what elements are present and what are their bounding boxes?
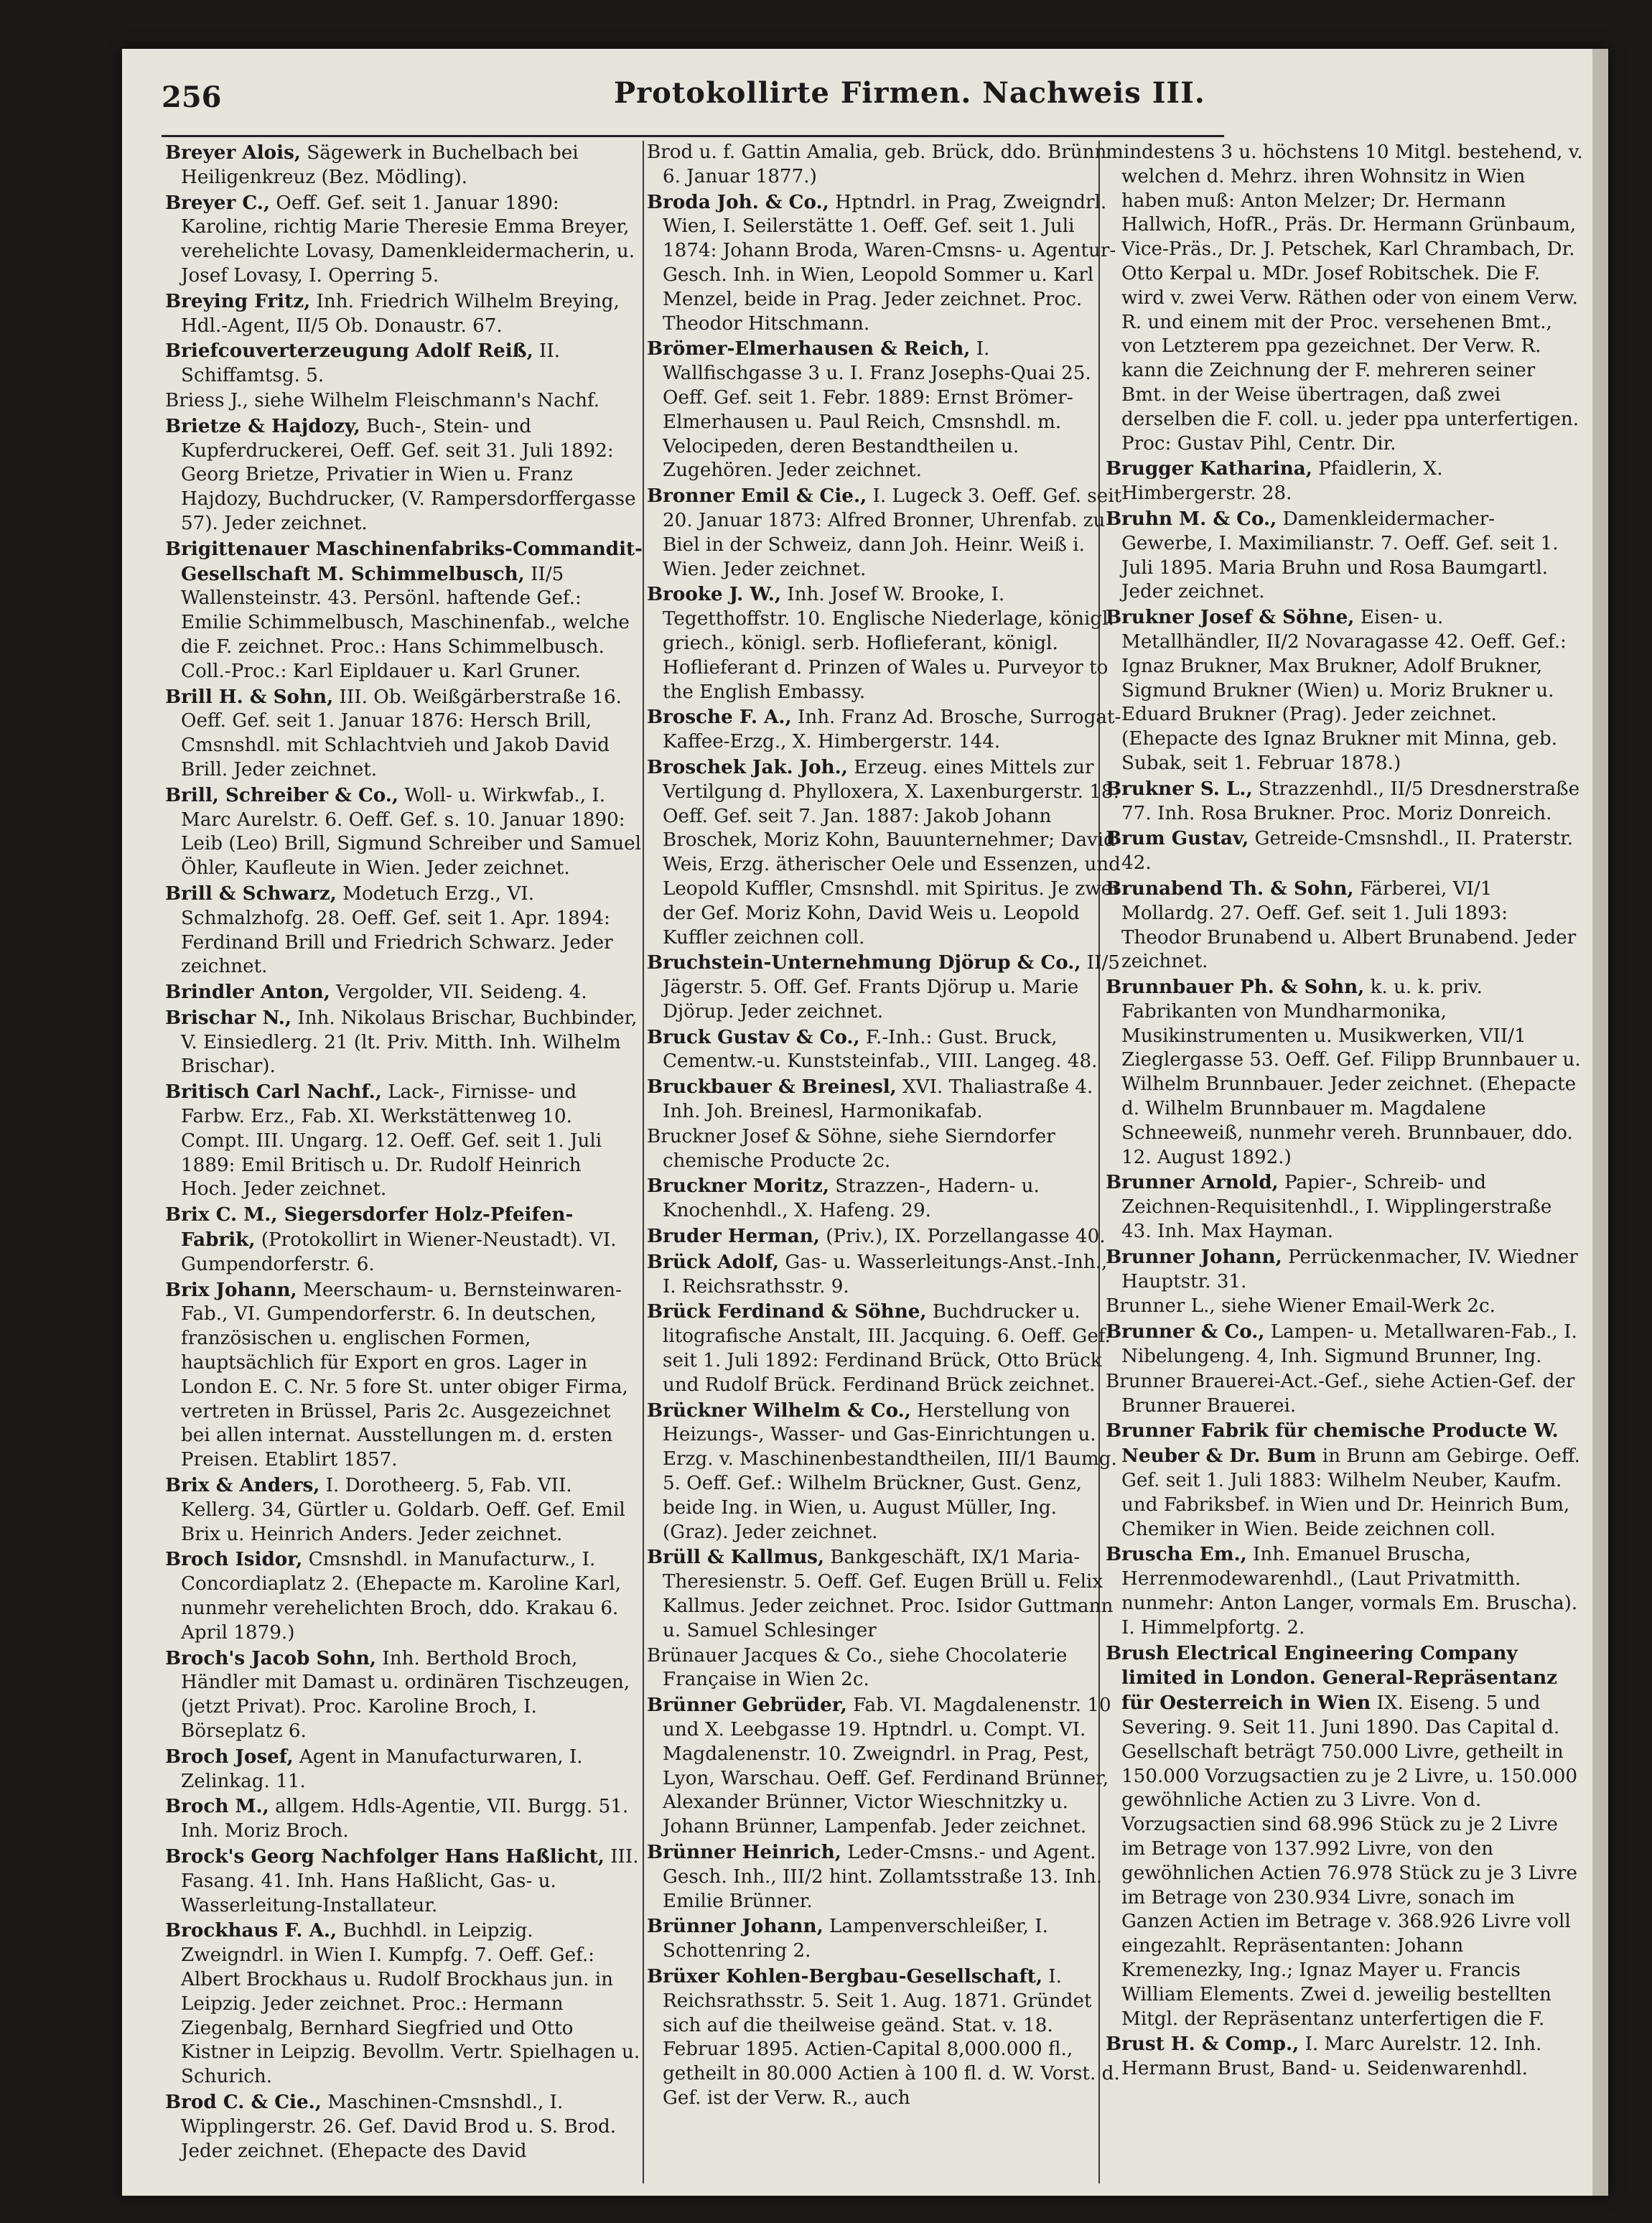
- firm-name: Brukner S. L.,: [1106, 777, 1253, 800]
- page-number: 256: [162, 80, 222, 114]
- directory-entry: [1106, 826, 1583, 876]
- firm-details: mindestens 3 u. höchstens 10 Mitgl. bestehend, v. welchen d. Mehrz. ihren Wohnsitz in Wien haben muß: Anton Melzer; Dr. Hermann Hallwich, HofR., Präs. Dr. Hermann Grünbaum, Vice-Präs., Dr. J. Petschek, Karl Chrambach, Dr. Otto Kerpal u. MDr. Josef Robitschek. Die F. wird v. zwei Verw. Räthen oder von einem Verw. R. und einem mit der Proc. versehenen Bmt., von Letzterem ppa gezeichnet. Der Verw. R. kann die Zeichnung der F. mehreren seiner Bmt. in der Weise übertragen, daß zwei derselben die F. coll. u. jeder ppa unterfertigen. Proc: Gustav Pihl, Centr. Dir.: [1106, 141, 1583, 455]
- firm-details: II/5 Jägerstr. 5. Off. Gef. Frants Djörup u. Marie Djörup. Jeder zeichnet.: [663, 952, 1120, 1022]
- firm-details: Vergolder, VII. Seideng. 4.: [336, 982, 587, 1004]
- firm-details: Buchhdl. in Leipzig. Zweigndrl. in Wien I. Kumpfg. 7. Oeff. Gef.: Albert Brockhaus u. Rudolf Brockhaus jun. in Leipzig. Jeder zeichnet. Proc.: Hermann Ziegenbalg, Bernhard Siegfried und Otto Kistner in Leipzig. Bevollm. Vertr. Spielhagen u. Schurich.: [181, 1920, 640, 2088]
- directory-entry: [165, 339, 643, 388]
- firm-details: Färberei, VI/1 Mollardg. 27. Oeff. Gef. seit 1. Juli 1893: Theodor Brunabend u. Albert Brunabend. Jeder zeichnet.: [1121, 877, 1577, 973]
- directory-entry: [165, 1203, 643, 1277]
- directory-entry: [1106, 1641, 1583, 2032]
- firm-name: Brust H. & Comp.,: [1106, 2033, 1299, 2056]
- firm-name: Brück Adolf,: [647, 1250, 780, 1273]
- directory-entry: [165, 1845, 643, 1918]
- firm-name: Bruck Gustav & Co.,: [647, 1025, 860, 1048]
- firm-name: Brush Electrical Engineering Company limited in London. General-Repräsentanz für Oesterreich in Wien: [1106, 1641, 1558, 1715]
- running-title: Protokollirte Firmen. Nachweis III.: [614, 76, 1205, 110]
- firm-details: III. Ob. Weißgärberstraße 16. Oeff. Gef. seit 1. Januar 1876: Hersch Brill, Cmsnshdl. mit Schlachtvieh und Jakob David Brill. Jeder zeichnet.: [181, 686, 622, 780]
- firm-details: I. Marc Aurelstr. 12. Inh. Hermann Brust, Band- u. Seidenwarenhdl.: [1121, 2033, 1542, 2080]
- firm-name: Brum Gustav,: [1106, 827, 1249, 850]
- firm-name: Brüxer Kohlen-Bergbau-Gesellschaft,: [647, 1965, 1042, 1987]
- directory-entry: [165, 289, 643, 339]
- directory-entry: [165, 191, 643, 289]
- firm-details: IX. Eiseng. 5 und Severing. 9. Seit 11. Juni 1890. Das Capital d. Gesellschaft beträgt 750.000 Livre, getheilt in 150.000 Vorzugsactien zu je 2 Livre, u. 150.000 gewöhnliche Actien zu 3 Livre. Von d. Vorzugsactien sind 68.996 Stück zu je 2 Livre im Betrage von 137.992 Livre, von den gewöhnlichen Actien 76.978 Stück zu je 3 Livre im Betrage von 230.934 Livre, sonach im Ganzen Actien im Betrage v. 368.926 Livre voll eingezahlt. Repräsentanten: Johann Kremenezky, Ing.; Ignaz Mayer u. Francis William Elements. Zwei d. jeweilig bestellten Mitgl. der Repräsentanz unterfertigen die F.: [1121, 1692, 1578, 2030]
- firm-details: I. Wallfischgasse 3 u. I. Franz Josephs-Quai 25. Oeff. Gef. seit 1. Febr. 1889: Ernst Brömer-Elmerhausen u. Paul Reich, Cmsnshdl. m. Velocipeden, deren Bestandtheilen u. Zugehören. Jeder zeichnet.: [663, 338, 1091, 482]
- scanned-page: [122, 49, 1608, 2196]
- firm-details: I. Reichsrathsstr. 5. Seit 1. Aug. 1871. Gründet sich auf die theilweise geänd. Stat. v. 18. Februar 1895. Actien-Capital 8,000.000 fl., getheilt in 80.000 Actien à 100 fl. d. W. Vorst. d. Gef. ist der Verw. R., auch: [663, 1965, 1120, 2109]
- directory-entry: [165, 685, 643, 783]
- firm-details: Bruckner Josef & Söhne, siehe Sierndorfer chemische Producte 2c.: [647, 1125, 1055, 1172]
- firm-name: Brill, Schreiber & Co.,: [165, 783, 399, 806]
- directory-entry: [1106, 1295, 1583, 1319]
- firm-name: Brünner Heinrich,: [647, 1840, 841, 1863]
- firm-details: Papier-, Schreib- und Zeichnen-Requisitenhdl., I. Wipplingerstraße 43. Inh. Max Hayman.: [1121, 1172, 1552, 1243]
- firm-name: Brünner Johann,: [647, 1915, 823, 1938]
- firm-name: Broschek Jak. Joh.,: [647, 755, 848, 778]
- firm-details: Pfaidlerin, X. Himbergerstr. 28.: [1121, 458, 1443, 505]
- firm-details: Inh. Berthold Broch, Händler mit Damast u. ordinären Tischzeugen, (jetzt Privat). Proc. Karoline Broch, I. Börseplatz 6.: [181, 1647, 630, 1742]
- firm-name: Bruhn M. & Co.,: [1106, 507, 1277, 530]
- directory-entry: [647, 951, 1124, 1024]
- directory-entry: [165, 1547, 643, 1645]
- firm-details: (Priv.), IX. Porzellangasse 40.: [826, 1226, 1106, 1248]
- firm-name: Brunner & Co.,: [1106, 1320, 1265, 1343]
- directory-entry: [1106, 2032, 1583, 2082]
- directory-entry: [165, 1919, 643, 2089]
- firm-details: Fab. VI. Magdalenenstr. 10 und X. Leebgasse 19. Hptndrl. u. Compt. VI. Magdalenenstr. 10. Zweigndrl. in Prag, Pest, Lyon, Warschau. Oeff. Gef. Ferdinand Brünner, Alexander Brünner, Victor Wieschnitzky u. Johann Brünner, Lampenfab. Jeder zeichnet.: [663, 1695, 1111, 1838]
- firm-name: Brünner Gebrüder,: [647, 1694, 847, 1717]
- firm-details: Lampenverschleißer, I. Schottenring 2.: [663, 1916, 1048, 1962]
- firm-name: Broch's Jacob Sohn,: [165, 1646, 377, 1669]
- firm-name: Brunner Fabrik für chemische Producte W. Neuber & Dr. Bum: [1106, 1420, 1559, 1468]
- firm-details: Brunner Brauerei-Act.-Gef., siehe Actien-Gef. der Brunner Brauerei.: [1106, 1370, 1575, 1417]
- directory-entry: [165, 980, 643, 1005]
- firm-name: Brockhaus F. A.,: [165, 1919, 337, 1942]
- firm-name: Bronner Emil & Cie.,: [647, 485, 867, 508]
- firm-name: Bruckner Moritz,: [647, 1175, 829, 1198]
- firm-name: Bruscha Em.,: [1106, 1543, 1247, 1566]
- directory-entry: [1106, 1542, 1583, 1640]
- firm-details: Meerschaum- u. Bernsteinwaren-Fab., VI. Gumpendorferstr. 6. In deutschen, französischen u. englischen Formen, hauptsächlich für Export en gros. Lager in London E. C. Nr. 5 fore St. unter obiger Firma, vertreten in Brüssel, Paris 2c. Ausgezeichnet bei allen internat. Ausstellungen m. d. ersten Preisen. Etablirt 1857.: [181, 1279, 628, 1471]
- firm-details: Woll- u. Wirkwfab., I. Marc Aurelstr. 6. Oeff. Gef. s. 10. Januar 1890: Leib (Leo) Brill, Sigmund Schreiber und Samuel Öhler, Kaufleute in Wien. Jeder zeichnet.: [181, 784, 641, 880]
- directory-entry: [647, 1075, 1124, 1124]
- firm-details: Cmsnshdl. in Manufacturw., I. Concordiaplatz 2. (Ehepacte m. Karoline Karl, nunmehr verehelichten Broch, ddo. Krakau 6. April 1879.): [181, 1549, 621, 1644]
- firm-details: allgem. Hdls-Agentie, VII. Burgg. 51. Inh. Moriz Broch.: [181, 1796, 629, 1842]
- firm-details: Inh. Emanuel Bruscha, Herrenmodewarenhdl., (Laut Privatmitth. nunmehr: Anton Langer, vormals Em. Bruscha). I. Himmelpfortg. 2.: [1121, 1544, 1578, 1639]
- firm-name: Brigittenauer Maschinenfabriks-Commandit-Gesellschaft M. Schimmelbusch,: [165, 537, 643, 585]
- directory-entry: [647, 1025, 1124, 1075]
- firm-details: I. Lugeck 3. Oeff. Gef. seit 20. Januar 1873: Alfred Bronner, Uhrenfab. zu Biel in der Schweiz, dann Joh. Heinr. Weiß i. Wien. Jeder zeichnet.: [663, 485, 1122, 580]
- firm-details: k. u. k. priv. Fabrikanten von Mundharmonika, Musikinstrumenten u. Musikwerken, VII/1 Zieglergasse 53. Oeff. Gef. Filipp Brunnbauer u. Wilhelm Brunnbauer. Jeder zeichnet. (Ehepacte d. Wilhelm Brunnbauer m. Magdalene Schneeweiß, nunmehr vereh. Brunnbauer, ddo. 12. August 1892.): [1121, 977, 1581, 1168]
- directory-entry: [165, 1794, 643, 1844]
- firm-details: XVI. Thaliastraße 4. Inh. Joh. Breinesl, Harmonikafab.: [663, 1076, 1093, 1123]
- directory-entry: [647, 484, 1124, 582]
- directory-entry: [1106, 1419, 1583, 1542]
- directory-entry: [165, 1745, 643, 1794]
- column-1: [165, 141, 643, 2187]
- directory-entry: [165, 1080, 643, 1202]
- firm-details: Agent in Manufacturwaren, I. Zelinkag. 11.: [181, 1746, 583, 1792]
- firm-name: Brück Ferdinand & Söhne,: [647, 1300, 927, 1323]
- directory-entry: [647, 705, 1124, 755]
- directory-entry: [1106, 1320, 1583, 1369]
- firm-details: Oeff. Gef. seit 1. Januar 1890: Karoline, richtig Marie Theresie Emma Breyer, verehelichte Lovasy, Damenkleidermacherin, u. Josef Lovasy, I. Operring 5.: [181, 192, 635, 286]
- firm-details: Inh. Nikolaus Brischar, Buchbinder, V. Einsiedlerg. 21 (lt. Priv. Mitth. Inh. Wilhelm Brischar).: [181, 1007, 638, 1078]
- firm-details: I. Dorotheerg. 5, Fab. VII. Kellerg. 34, Gürtler u. Goldarb. Oeff. Gef. Emil Brix u. Heinrich Anders. Jeder zeichnet.: [181, 1475, 625, 1545]
- firm-name: Brix Johann,: [165, 1278, 297, 1301]
- firm-name: Britisch Carl Nachf.,: [165, 1081, 382, 1104]
- directory-entry: [165, 537, 643, 684]
- firm-details: Lampen- u. Metallwaren-Fab., I. Nibelungeng. 4, Inh. Sigmund Brunner, Ing.: [1121, 1321, 1577, 1368]
- firm-name: Brix C. M., Siegersdorfer Holz-Pfeifen-Fabrik,: [165, 1203, 574, 1252]
- directory-entry: [165, 1473, 643, 1547]
- directory-entry: [165, 1646, 643, 1744]
- firm-name: Broda Joh. & Co.,: [647, 190, 829, 213]
- directory-entry: [647, 1840, 1124, 1914]
- firm-details: Leder-Cmsns.- und Agent. Gesch. Inh., III/2 hint. Zollamtsstraße 13. Inh. Emilie Brünner.: [663, 1841, 1103, 1912]
- firm-name: Broch M.,: [165, 1795, 269, 1818]
- directory-entry: [647, 1224, 1124, 1249]
- firm-details: F.-Inh.: Gust. Bruck, Cementw.-u. Kunststeinfab., VIII. Langeg. 48.: [663, 1026, 1098, 1073]
- directory-entry: [647, 141, 1124, 190]
- directory-entry: [1106, 457, 1583, 506]
- column-3: [1106, 141, 1583, 2187]
- firm-details: Inh. Franz Ad. Brosche, Surrogat-Kaffee-Erzg., X. Himbergerstr. 144.: [663, 707, 1121, 753]
- directory-entry: [1106, 777, 1583, 826]
- directory-entry: [647, 1965, 1124, 2111]
- firm-name: Brindler Anton,: [165, 981, 330, 1004]
- firm-details: Maschinen-Cmsnshdl., I. Wipplingerstr. 26. Gef. David Brod u. S. Brod. Jeder zeichnet. (Ehepacte des David: [181, 2091, 617, 2162]
- firm-details: Damenkleidermacher-Gewerbe, I. Maximilianstr. 7. Oeff. Gef. seit 1. Juli 1895. Maria Bruhn und Rosa Baumgartl. Jeder zeichnet.: [1121, 508, 1559, 603]
- header-rule: [162, 135, 1224, 137]
- directory-entry: [647, 1914, 1124, 1964]
- firm-name: Brietze & Hajdozy,: [165, 414, 360, 437]
- firm-name: Brock's Georg Nachfolger Hans Haßlicht,: [165, 1845, 605, 1868]
- firm-details: (Protokollirt in Wiener-Neustadt). VI. Gumpendorferstr. 6.: [181, 1229, 617, 1275]
- firm-name: Brod C. & Cie.,: [165, 2090, 322, 2113]
- firm-details: Modetuch Erzg., VI. Schmalzhofg. 28. Oeff. Gef. seit 1. Apr. 1894: Ferdinand Brill und Friedrich Schwarz. Jeder zeichnet.: [181, 882, 613, 978]
- directory-entry: [647, 337, 1124, 483]
- firm-name: Brill H. & Sohn,: [165, 685, 334, 708]
- directory-entry: [647, 1644, 1124, 1693]
- firm-name: Bruchstein-Unternehmung Djörup & Co.,: [647, 951, 1081, 974]
- firm-details: in Brunn am Gebirge. Oeff. Gef. seit 1. Juli 1883: Wilhelm Neuber, Kaufm. und Fabriksbef. in Wien und Dr. Heinrich Bum, Chemiker in Wien. Beide zeichnen coll.: [1121, 1445, 1580, 1540]
- firm-details: Bankgeschäft, IX/1 Maria-Theresienstr. 5. Oeff. Gef. Eugen Brüll u. Felix Kallmus. Jeder zeichnet. Proc. Isidor Guttmann u. Samuel Schlesinger: [663, 1547, 1114, 1641]
- column-2: [647, 141, 1124, 2187]
- firm-name: Brukner Josef & Söhne,: [1106, 606, 1355, 629]
- firm-details: Buch-, Stein- und Kupferdruckerei, Oeff. Gef. seit 31. Juli 1892: Georg Brietze, Privatier in Wien u. Franz Hajdozy, Buchdrucker, (V. Rampersdorffergasse 57). Jeder zeichnet.: [181, 415, 636, 534]
- directory-entry: [1106, 507, 1583, 605]
- firm-name: Breying Fritz,: [165, 289, 311, 312]
- page-header: [162, 76, 1217, 134]
- firm-name: Bruckbauer & Breinesl,: [647, 1076, 897, 1099]
- firm-name: Brüll & Kallmus,: [647, 1546, 824, 1569]
- firm-details: Strazzen-, Hadern- u. Knochenhdl., X. Hafeng. 29.: [663, 1175, 1040, 1222]
- firm-details: Buchdrucker u. litografische Anstalt, III. Jacquing. 6. Oeff. Gef. seit 1. Juli 1892: Ferdinand Brück, Otto Brück und Rudolf Brück. Ferdinand Brück zeichnet.: [663, 1301, 1111, 1396]
- firm-details: Hptndrl. in Prag, Zweigndrl. Wien, I. Seilerstätte 1. Oeff. Gef. seit 1. Juli 1874: Johann Broda, Waren-Cmsns- u. Agentur-Gesch. Inh. in Wien, Leopold Sommer u. Karl Menzel, beide in Prag. Jeder zeichnet. Proc. Theodor Hitschmann.: [663, 191, 1116, 335]
- firm-details: Getreide-Cmsnshdl., II. Praterstr. 42.: [1121, 828, 1574, 875]
- firm-details: Gas- u. Wasserleitungs-Anst.-Inh., I. Reichsrathsstr. 9.: [663, 1251, 1108, 1297]
- directory-entry: [1106, 141, 1583, 456]
- directory-entry: [647, 1250, 1124, 1300]
- directory-entry: [165, 2090, 643, 2163]
- firm-name: Brunner Arnold,: [1106, 1171, 1279, 1194]
- firm-details: Sägewerk in Buchelbach bei Heiligenkreuz (Bez. Mödling).: [181, 142, 579, 188]
- directory-entry: [647, 582, 1124, 704]
- firm-details: Strazzenhdl., II/5 Dresdnerstraße 77. Inh. Rosa Brukner. Proc. Moriz Donreich.: [1121, 778, 1580, 824]
- page-edge: [1592, 49, 1608, 2196]
- firm-name: Breyer C.,: [165, 191, 271, 214]
- firm-name: Brix & Anders,: [165, 1474, 320, 1497]
- column-divider: [643, 141, 644, 2184]
- firm-name: Brunner Johann,: [1106, 1245, 1282, 1268]
- firm-details: Brunner L., siehe Wiener Email-Werk 2c.: [1106, 1295, 1495, 1318]
- directory-entry: [1106, 605, 1583, 776]
- firm-details: Lack-, Firnisse- und Farbw. Erz., Fab. XI. Werkstättenweg 10. Compt. III. Ungarg. 12. Oeff. Gef. seit 1. Juli 1889: Emil Britisch u. Dr. Rudolf Heinrich Hoch. Jeder zeichnet.: [181, 1081, 602, 1201]
- firm-name: Brömer-Elmerhausen & Reich,: [647, 337, 971, 360]
- firm-name: Broch Josef,: [165, 1745, 294, 1768]
- directory-entry: [647, 1174, 1124, 1224]
- firm-details: Brünauer Jacques & Co., siehe Chocolaterie Française in Wien 2c.: [647, 1644, 1068, 1691]
- firm-name: Brooke J. W.,: [647, 583, 781, 606]
- firm-details: Inh. Friedrich Wilhelm Breying, Hdl.-Agent, II/5 Ob. Donaustr. 67.: [181, 290, 620, 337]
- directory-entry: [647, 1545, 1124, 1643]
- directory-entry: [165, 1278, 643, 1473]
- firm-details: II/5 Wallensteinstr. 43. Persönl. haftende Gef.: Emilie Schimmelbusch, Maschinenfab., welche die F. zeichnet. Proc.: Hans Schimmelbusch. Coll.-Proc.: Karl Eipldauer u. Karl Gruner.: [181, 563, 630, 682]
- directory-entry: [647, 1399, 1124, 1545]
- firm-name: Brugger Katharina,: [1106, 457, 1312, 480]
- directory-entry: [647, 1693, 1124, 1840]
- directory-entry: [647, 1125, 1124, 1174]
- firm-name: Brischar N.,: [165, 1006, 291, 1029]
- firm-details: Herstellung von Heizungs-, Wasser- und Gas-Einrichtungen u. Erzg. v. Maschinenbestandtheilen, III/1 Baumg. 5. Oeff. Gef.: Wilhelm Brückner, Gust. Genz, beide Ing. in Wien, u. August Müller, Ing. (Graz). Jeder zeichnet.: [663, 1399, 1117, 1543]
- firm-name: Broch Isidor,: [165, 1548, 303, 1571]
- firm-name: Brill & Schwarz,: [165, 882, 337, 905]
- directory-entry: [165, 389, 643, 414]
- firm-name: Breyer Alois,: [165, 141, 301, 164]
- firm-details: Erzeug. eines Mittels zur Vertilgung d. Phylloxera, X. Laxenburgerstr. 18. Oeff. Gef. seit 7. Jan. 1887: Jakob Johann Broschek, Moriz Kohn, Bauunternehmer; David Weis, Erzg. ätherischer Oele und Essenzen, und Leopold Kuffler, Cmsnshdl. mit Spiritus. Je zwei der Gef. Moriz Kohn, David Weis u. Leopold Kuffler zeichnen coll.: [663, 756, 1121, 949]
- directory-entry: [165, 414, 643, 536]
- directory-entry: [647, 755, 1124, 950]
- directory-entry: [165, 783, 643, 881]
- firm-name: Brunnbauer Ph. & Sohn,: [1106, 976, 1365, 999]
- directory-entry: [1106, 1245, 1583, 1295]
- directory-entry: [1106, 975, 1583, 1170]
- firm-details: Inh. Josef W. Brooke, I. Tegetthoffstr. 10. Englische Niederlage, königl. griech., königl. serb. Hoflieferant, königl. Hoflieferant d. Prinzen of Wales u. Purveyor to the English Embassy.: [663, 584, 1114, 703]
- directory-entry: [1106, 877, 1583, 974]
- firm-details: Perrückenmacher, IV. Wiedner Hauptstr. 31.: [1121, 1246, 1578, 1292]
- directory-entry: [647, 190, 1124, 337]
- directory-entry: [1106, 1170, 1583, 1244]
- firm-details: Briess J., siehe Wilhelm Fleischmann's Nachf.: [165, 389, 600, 411]
- directory-entry: [1106, 1370, 1583, 1419]
- directory-entry: [165, 141, 643, 190]
- directory-entry: [647, 1300, 1124, 1397]
- firm-name: Brosche F. A.,: [647, 706, 792, 729]
- firm-name: Brückner Wilhelm & Co.,: [647, 1399, 911, 1422]
- firm-name: Briefcouverterzeugung Adolf Reiß,: [165, 340, 533, 363]
- firm-details: Brod u. f. Gattin Amalia, geb. Brück, ddo. Brünn 6. Januar 1877.): [647, 141, 1107, 187]
- firm-details: Eisen- u. Metallhändler, II/2 Novaragasse 42. Oeff. Gef.: Ignaz Brukner, Max Brukner, Adolf Brukner, Sigmund Brukner (Wien) u. Moriz Brukner u. Eduard Brukner (Prag). Jeder zeichnet. (Ehepacte des Ignaz Brukner mit Minna, geb. Subak, seit 1. Februar 1878.): [1121, 607, 1567, 774]
- firm-details: II. Schiffamtsg. 5.: [181, 340, 561, 387]
- firm-name: Bruder Herman,: [647, 1225, 820, 1248]
- firm-name: Brunabend Th. & Sohn,: [1106, 877, 1354, 900]
- firm-details: III. Fasang. 41. Inh. Hans Haßlicht, Gas- u. Wasserleitung-Installateur.: [181, 1845, 639, 1916]
- directory-entry: [165, 1006, 643, 1079]
- directory-entry: [165, 882, 643, 979]
